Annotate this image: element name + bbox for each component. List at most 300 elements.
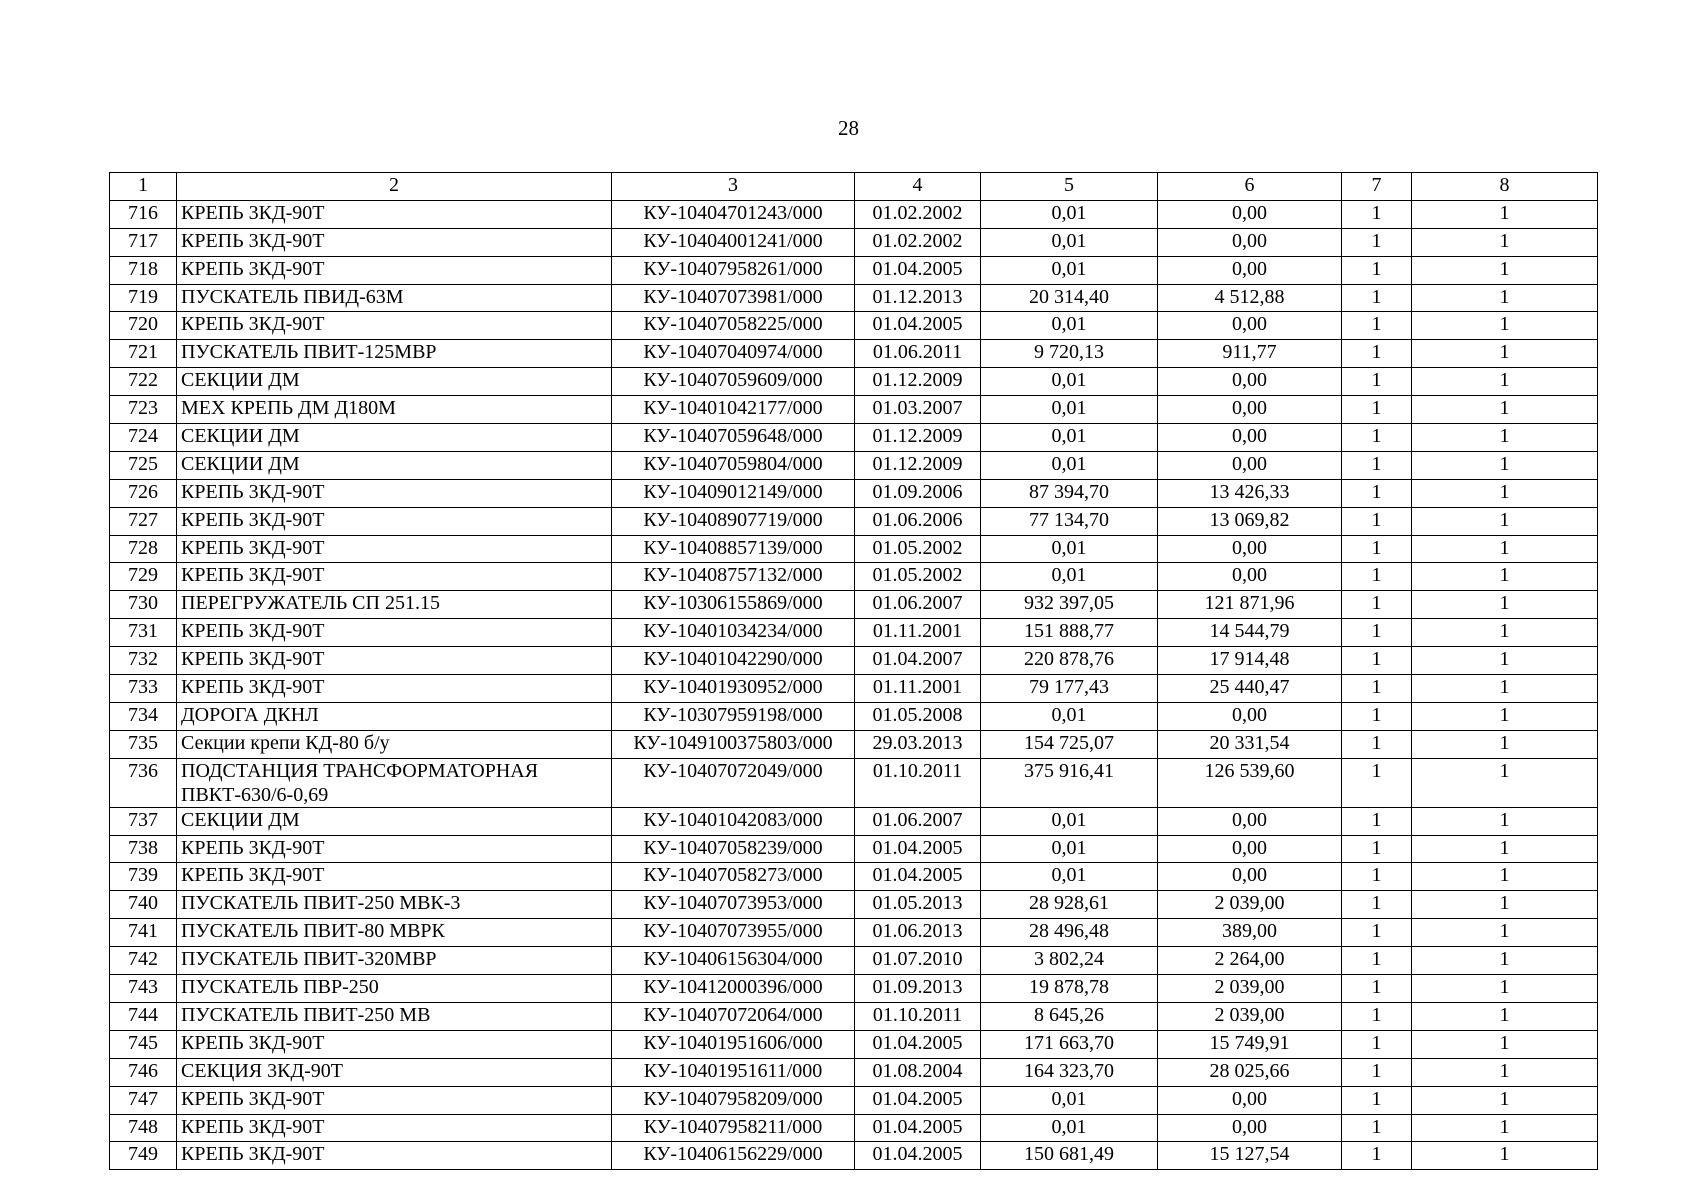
name-cell: КРЕПЬ 3КД-90Т <box>177 863 612 891</box>
inventory-code-cell: КУ-10408857139/000 <box>612 535 855 563</box>
row-number-cell: 736 <box>110 758 177 807</box>
row-number-cell: 719 <box>110 284 177 312</box>
inventory-code-cell: КУ-10407072064/000 <box>612 1002 855 1030</box>
row-number-cell: 725 <box>110 451 177 479</box>
quantity-cell: 1 <box>1342 1086 1412 1114</box>
count-cell: 1 <box>1412 312 1598 340</box>
table-row <box>110 451 1598 479</box>
count-cell: 1 <box>1412 730 1598 758</box>
inventory-code-cell: КУ-10401034234/000 <box>612 619 855 647</box>
count-cell: 1 <box>1412 451 1598 479</box>
table-row <box>110 1030 1598 1058</box>
residual-value-cell: 2 039,00 <box>1158 891 1342 919</box>
value-cell: 9 720,13 <box>981 340 1158 368</box>
inventory-code-cell: КУ-10407073981/000 <box>612 284 855 312</box>
quantity-cell: 1 <box>1342 619 1412 647</box>
quantity-cell: 1 <box>1342 863 1412 891</box>
table-row <box>110 675 1598 703</box>
value-cell: 79 177,43 <box>981 675 1158 703</box>
inventory-code-cell: КУ-10407059804/000 <box>612 451 855 479</box>
table-row <box>110 863 1598 891</box>
residual-value-cell: 25 440,47 <box>1158 675 1342 703</box>
count-cell: 1 <box>1412 340 1598 368</box>
date-cell: 01.12.2009 <box>855 451 981 479</box>
value-cell: 28 928,61 <box>981 891 1158 919</box>
value-cell: 0,01 <box>981 807 1158 835</box>
inventory-code-cell: КУ-10408907719/000 <box>612 507 855 535</box>
inventory-code-cell: КУ-10412000396/000 <box>612 975 855 1003</box>
count-cell: 1 <box>1412 424 1598 452</box>
table-row <box>110 919 1598 947</box>
value-cell: 0,01 <box>981 1086 1158 1114</box>
value-cell: 220 878,76 <box>981 647 1158 675</box>
date-cell: 01.04.2005 <box>855 1030 981 1058</box>
quantity-cell: 1 <box>1342 507 1412 535</box>
inventory-code-cell: КУ-10406156229/000 <box>612 1142 855 1170</box>
name-cell: КРЕПЬ 3КД-90Т <box>177 1142 612 1170</box>
row-number-cell: 720 <box>110 312 177 340</box>
row-number-cell: 743 <box>110 975 177 1003</box>
quantity-cell: 1 <box>1342 228 1412 256</box>
name-cell: КРЕПЬ 3КД-90Т <box>177 619 612 647</box>
quantity-cell: 1 <box>1342 947 1412 975</box>
row-number-cell: 741 <box>110 919 177 947</box>
table-row <box>110 340 1598 368</box>
residual-value-cell: 0,00 <box>1158 835 1342 863</box>
value-cell: 0,01 <box>981 368 1158 396</box>
name-cell: ПУСКАТЕЛЬ ПВИТ-125МВР <box>177 340 612 368</box>
row-number-cell: 718 <box>110 256 177 284</box>
row-number-cell: 744 <box>110 1002 177 1030</box>
date-cell: 01.11.2001 <box>855 619 981 647</box>
count-cell: 1 <box>1412 535 1598 563</box>
residual-value-cell: 15 127,54 <box>1158 1142 1342 1170</box>
residual-value-cell: 0,00 <box>1158 702 1342 730</box>
date-cell: 01.07.2010 <box>855 947 981 975</box>
inventory-code-cell: КУ-10401042290/000 <box>612 647 855 675</box>
row-number-cell: 732 <box>110 647 177 675</box>
name-cell: ПУСКАТЕЛЬ ПВР-250 <box>177 975 612 1003</box>
quantity-cell: 1 <box>1342 368 1412 396</box>
table-row <box>110 591 1598 619</box>
value-cell: 0,01 <box>981 1114 1158 1142</box>
date-cell: 01.04.2005 <box>855 312 981 340</box>
column-header: 3 <box>612 173 855 201</box>
quantity-cell: 1 <box>1342 919 1412 947</box>
residual-value-cell: 28 025,66 <box>1158 1058 1342 1086</box>
date-cell: 01.04.2005 <box>855 863 981 891</box>
residual-value-cell: 121 871,96 <box>1158 591 1342 619</box>
table-row <box>110 228 1598 256</box>
count-cell: 1 <box>1412 975 1598 1003</box>
value-cell: 87 394,70 <box>981 479 1158 507</box>
date-cell: 01.05.2013 <box>855 891 981 919</box>
quantity-cell: 1 <box>1342 424 1412 452</box>
table-row <box>110 758 1598 807</box>
count-cell: 1 <box>1412 228 1598 256</box>
quantity-cell: 1 <box>1342 479 1412 507</box>
inventory-code-cell: КУ-10407059609/000 <box>612 368 855 396</box>
quantity-cell: 1 <box>1342 807 1412 835</box>
row-number-cell: 729 <box>110 563 177 591</box>
value-cell: 0,01 <box>981 451 1158 479</box>
quantity-cell: 1 <box>1342 256 1412 284</box>
name-cell: КРЕПЬ 3КД-90Т <box>177 256 612 284</box>
row-number-cell: 748 <box>110 1114 177 1142</box>
value-cell: 0,01 <box>981 563 1158 591</box>
row-number-cell: 742 <box>110 947 177 975</box>
name-cell: ПЕРЕГРУЖАТЕЛЬ СП 251.15 <box>177 591 612 619</box>
value-cell: 0,01 <box>981 535 1158 563</box>
name-cell: КРЕПЬ 3КД-90Т <box>177 312 612 340</box>
count-cell: 1 <box>1412 891 1598 919</box>
quantity-cell: 1 <box>1342 647 1412 675</box>
count-cell: 1 <box>1412 947 1598 975</box>
inventory-code-cell: КУ-10407059648/000 <box>612 424 855 452</box>
table-row <box>110 891 1598 919</box>
date-cell: 01.02.2002 <box>855 200 981 228</box>
table-row <box>110 647 1598 675</box>
value-cell: 171 663,70 <box>981 1030 1158 1058</box>
table-row <box>110 975 1598 1003</box>
row-number-cell: 747 <box>110 1086 177 1114</box>
name-cell: КРЕПЬ 3КД-90Т <box>177 835 612 863</box>
quantity-cell: 1 <box>1342 891 1412 919</box>
date-cell: 01.04.2007 <box>855 647 981 675</box>
inventory-code-cell: КУ-10401951606/000 <box>612 1030 855 1058</box>
inventory-code-cell: КУ-10401042083/000 <box>612 807 855 835</box>
column-header: 1 <box>110 173 177 201</box>
table-row <box>110 1142 1598 1170</box>
name-cell: КРЕПЬ 3КД-90Т <box>177 507 612 535</box>
date-cell: 01.02.2002 <box>855 228 981 256</box>
column-header: 2 <box>177 173 612 201</box>
table-row <box>110 256 1598 284</box>
name-cell: КРЕПЬ 3КД-90Т <box>177 563 612 591</box>
table-row <box>110 535 1598 563</box>
quantity-cell: 1 <box>1342 451 1412 479</box>
value-cell: 0,01 <box>981 312 1158 340</box>
quantity-cell: 1 <box>1342 730 1412 758</box>
count-cell: 1 <box>1412 200 1598 228</box>
value-cell: 0,01 <box>981 424 1158 452</box>
residual-value-cell: 0,00 <box>1158 1114 1342 1142</box>
table-row <box>110 947 1598 975</box>
row-number-cell: 738 <box>110 835 177 863</box>
row-number-cell: 730 <box>110 591 177 619</box>
count-cell: 1 <box>1412 863 1598 891</box>
count-cell: 1 <box>1412 1058 1598 1086</box>
table-row <box>110 424 1598 452</box>
date-cell: 01.05.2002 <box>855 535 981 563</box>
table-row <box>110 702 1598 730</box>
count-cell: 1 <box>1412 919 1598 947</box>
value-cell: 0,01 <box>981 396 1158 424</box>
inventory-code-cell: КУ-10401930952/000 <box>612 675 855 703</box>
date-cell: 01.10.2011 <box>855 758 981 807</box>
date-cell: 01.05.2008 <box>855 702 981 730</box>
row-number-cell: 746 <box>110 1058 177 1086</box>
residual-value-cell: 17 914,48 <box>1158 647 1342 675</box>
value-cell: 150 681,49 <box>981 1142 1158 1170</box>
name-cell: КРЕПЬ 3КД-90Т <box>177 1114 612 1142</box>
inventory-code-cell: КУ-10407073953/000 <box>612 891 855 919</box>
residual-value-cell: 126 539,60 <box>1158 758 1342 807</box>
table-body <box>110 200 1598 1169</box>
table-row <box>110 1086 1598 1114</box>
value-cell: 77 134,70 <box>981 507 1158 535</box>
value-cell: 20 314,40 <box>981 284 1158 312</box>
residual-value-cell: 0,00 <box>1158 368 1342 396</box>
inventory-code-cell: КУ-10407958209/000 <box>612 1086 855 1114</box>
date-cell: 01.06.2011 <box>855 340 981 368</box>
quantity-cell: 1 <box>1342 1114 1412 1142</box>
name-cell: КРЕПЬ 3КД-90Т <box>177 1030 612 1058</box>
count-cell: 1 <box>1412 563 1598 591</box>
residual-value-cell: 13 069,82 <box>1158 507 1342 535</box>
residual-value-cell: 0,00 <box>1158 424 1342 452</box>
quantity-cell: 1 <box>1342 340 1412 368</box>
quantity-cell: 1 <box>1342 758 1412 807</box>
table-row <box>110 396 1598 424</box>
name-cell: ПОДСТАНЦИЯ ТРАНСФОРМАТОРНАЯ ПВКТ-630/6-0,69 <box>177 758 612 807</box>
table-row <box>110 479 1598 507</box>
count-cell: 1 <box>1412 702 1598 730</box>
residual-value-cell: 0,00 <box>1158 228 1342 256</box>
name-cell: КРЕПЬ 3КД-90Т <box>177 535 612 563</box>
residual-value-cell: 0,00 <box>1158 807 1342 835</box>
residual-value-cell: 0,00 <box>1158 535 1342 563</box>
inventory-code-cell: КУ-10408757132/000 <box>612 563 855 591</box>
inventory-table <box>109 172 1598 1170</box>
name-cell: ПУСКАТЕЛЬ ПВИТ-80 МВРК <box>177 919 612 947</box>
value-cell: 0,01 <box>981 200 1158 228</box>
value-cell: 375 916,41 <box>981 758 1158 807</box>
residual-value-cell: 13 426,33 <box>1158 479 1342 507</box>
inventory-code-cell: КУ-10307959198/000 <box>612 702 855 730</box>
residual-value-cell: 911,77 <box>1158 340 1342 368</box>
row-number-cell: 734 <box>110 702 177 730</box>
value-cell: 8 645,26 <box>981 1002 1158 1030</box>
quantity-cell: 1 <box>1342 1142 1412 1170</box>
quantity-cell: 1 <box>1342 702 1412 730</box>
residual-value-cell: 4 512,88 <box>1158 284 1342 312</box>
row-number-cell: 716 <box>110 200 177 228</box>
row-number-cell: 728 <box>110 535 177 563</box>
count-cell: 1 <box>1412 1002 1598 1030</box>
table-row <box>110 563 1598 591</box>
inventory-code-cell: КУ-10409012149/000 <box>612 479 855 507</box>
name-cell: КРЕПЬ 3КД-90Т <box>177 647 612 675</box>
name-cell: МЕХ КРЕПЬ ДМ Д180М <box>177 396 612 424</box>
row-number-cell: 722 <box>110 368 177 396</box>
column-header: 6 <box>1158 173 1342 201</box>
value-cell: 0,01 <box>981 228 1158 256</box>
row-number-cell: 721 <box>110 340 177 368</box>
quantity-cell: 1 <box>1342 200 1412 228</box>
value-cell: 932 397,05 <box>981 591 1158 619</box>
inventory-code-cell: КУ-10407058239/000 <box>612 835 855 863</box>
name-cell: СЕКЦИИ ДМ <box>177 424 612 452</box>
inventory-code-cell: КУ-10407040974/000 <box>612 340 855 368</box>
date-cell: 01.04.2005 <box>855 1142 981 1170</box>
column-header: 7 <box>1342 173 1412 201</box>
count-cell: 1 <box>1412 284 1598 312</box>
name-cell: КРЕПЬ 3КД-90Т <box>177 228 612 256</box>
name-cell: ПУСКАТЕЛЬ ПВИТ-250 МВ <box>177 1002 612 1030</box>
table-row <box>110 1114 1598 1142</box>
date-cell: 01.06.2007 <box>855 591 981 619</box>
date-cell: 01.10.2011 <box>855 1002 981 1030</box>
name-cell: ПУСКАТЕЛЬ ПВИТ-320МВР <box>177 947 612 975</box>
date-cell: 01.12.2009 <box>855 424 981 452</box>
residual-value-cell: 0,00 <box>1158 396 1342 424</box>
inventory-code-cell: КУ-10406156304/000 <box>612 947 855 975</box>
count-cell: 1 <box>1412 807 1598 835</box>
quantity-cell: 1 <box>1342 675 1412 703</box>
count-cell: 1 <box>1412 1142 1598 1170</box>
row-number-cell: 749 <box>110 1142 177 1170</box>
row-number-cell: 723 <box>110 396 177 424</box>
table-row <box>110 312 1598 340</box>
count-cell: 1 <box>1412 507 1598 535</box>
row-number-cell: 726 <box>110 479 177 507</box>
value-cell: 19 878,78 <box>981 975 1158 1003</box>
table-row <box>110 1002 1598 1030</box>
inventory-code-cell: КУ-1049100375803/000 <box>612 730 855 758</box>
count-cell: 1 <box>1412 1086 1598 1114</box>
name-cell: ПУСКАТЕЛЬ ПВИД-63М <box>177 284 612 312</box>
date-cell: 01.05.2002 <box>855 563 981 591</box>
residual-value-cell: 2 039,00 <box>1158 1002 1342 1030</box>
value-cell: 3 802,24 <box>981 947 1158 975</box>
count-cell: 1 <box>1412 1114 1598 1142</box>
inventory-code-cell: КУ-10306155869/000 <box>612 591 855 619</box>
name-cell: ДОРОГА ДКНЛ <box>177 702 612 730</box>
count-cell: 1 <box>1412 835 1598 863</box>
value-cell: 164 323,70 <box>981 1058 1158 1086</box>
quantity-cell: 1 <box>1342 312 1412 340</box>
quantity-cell: 1 <box>1342 975 1412 1003</box>
count-cell: 1 <box>1412 479 1598 507</box>
residual-value-cell: 14 544,79 <box>1158 619 1342 647</box>
date-cell: 01.04.2005 <box>855 256 981 284</box>
table-row <box>110 507 1598 535</box>
residual-value-cell: 0,00 <box>1158 312 1342 340</box>
value-cell: 154 725,07 <box>981 730 1158 758</box>
row-number-cell: 739 <box>110 863 177 891</box>
row-number-cell: 727 <box>110 507 177 535</box>
row-number-cell: 740 <box>110 891 177 919</box>
count-cell: 1 <box>1412 619 1598 647</box>
residual-value-cell: 389,00 <box>1158 919 1342 947</box>
inventory-code-cell: КУ-10407058273/000 <box>612 863 855 891</box>
date-cell: 01.03.2007 <box>855 396 981 424</box>
residual-value-cell: 0,00 <box>1158 563 1342 591</box>
count-cell: 1 <box>1412 758 1598 807</box>
name-cell: СЕКЦИЯ 3КД-90Т <box>177 1058 612 1086</box>
inventory-code-cell: КУ-10407958211/000 <box>612 1114 855 1142</box>
date-cell: 01.06.2006 <box>855 507 981 535</box>
date-cell: 01.09.2013 <box>855 975 981 1003</box>
value-cell: 0,01 <box>981 835 1158 863</box>
inventory-code-cell: КУ-10404701243/000 <box>612 200 855 228</box>
row-number-cell: 745 <box>110 1030 177 1058</box>
value-cell: 0,01 <box>981 702 1158 730</box>
table-row <box>110 730 1598 758</box>
row-number-cell: 737 <box>110 807 177 835</box>
quantity-cell: 1 <box>1342 535 1412 563</box>
value-cell: 0,01 <box>981 256 1158 284</box>
inventory-code-cell: КУ-10401951611/000 <box>612 1058 855 1086</box>
count-cell: 1 <box>1412 675 1598 703</box>
inventory-code-cell: КУ-10407073955/000 <box>612 919 855 947</box>
inventory-code-cell: КУ-10404001241/000 <box>612 228 855 256</box>
date-cell: 01.09.2006 <box>855 479 981 507</box>
residual-value-cell: 0,00 <box>1158 863 1342 891</box>
date-cell: 01.06.2007 <box>855 807 981 835</box>
table-row <box>110 807 1598 835</box>
date-cell: 01.04.2005 <box>855 1114 981 1142</box>
date-cell: 01.08.2004 <box>855 1058 981 1086</box>
name-cell: Секции крепи КД-80 б/у <box>177 730 612 758</box>
quantity-cell: 1 <box>1342 284 1412 312</box>
date-cell: 01.12.2009 <box>855 368 981 396</box>
residual-value-cell: 0,00 <box>1158 451 1342 479</box>
date-cell: 01.04.2005 <box>855 1086 981 1114</box>
quantity-cell: 1 <box>1342 591 1412 619</box>
row-number-cell: 733 <box>110 675 177 703</box>
count-cell: 1 <box>1412 1030 1598 1058</box>
inventory-code-cell: КУ-10407072049/000 <box>612 758 855 807</box>
date-cell: 01.11.2001 <box>855 675 981 703</box>
table-row <box>110 284 1598 312</box>
inventory-code-cell: КУ-10407958261/000 <box>612 256 855 284</box>
quantity-cell: 1 <box>1342 563 1412 591</box>
name-cell: СЕКЦИИ ДМ <box>177 807 612 835</box>
residual-value-cell: 0,00 <box>1158 200 1342 228</box>
name-cell: ПУСКАТЕЛЬ ПВИТ-250 МВК-3 <box>177 891 612 919</box>
table-row <box>110 1058 1598 1086</box>
date-cell: 01.06.2013 <box>855 919 981 947</box>
count-cell: 1 <box>1412 396 1598 424</box>
date-cell: 01.12.2013 <box>855 284 981 312</box>
inventory-code-cell: КУ-10401042177/000 <box>612 396 855 424</box>
table-header <box>110 173 1598 201</box>
count-cell: 1 <box>1412 647 1598 675</box>
quantity-cell: 1 <box>1342 1058 1412 1086</box>
date-cell: 01.04.2005 <box>855 835 981 863</box>
name-cell: СЕКЦИИ ДМ <box>177 451 612 479</box>
row-number-cell: 735 <box>110 730 177 758</box>
residual-value-cell: 2 264,00 <box>1158 947 1342 975</box>
value-cell: 0,01 <box>981 863 1158 891</box>
column-header: 8 <box>1412 173 1598 201</box>
table-row <box>110 835 1598 863</box>
residual-value-cell: 15 749,91 <box>1158 1030 1342 1058</box>
count-cell: 1 <box>1412 256 1598 284</box>
quantity-cell: 1 <box>1342 1002 1412 1030</box>
residual-value-cell: 20 331,54 <box>1158 730 1342 758</box>
residual-value-cell: 0,00 <box>1158 256 1342 284</box>
header-row <box>110 173 1598 201</box>
date-cell: 29.03.2013 <box>855 730 981 758</box>
table-row <box>110 368 1598 396</box>
name-cell: СЕКЦИИ ДМ <box>177 368 612 396</box>
name-cell: КРЕПЬ 3КД-90Т <box>177 675 612 703</box>
table-row <box>110 200 1598 228</box>
column-header: 4 <box>855 173 981 201</box>
